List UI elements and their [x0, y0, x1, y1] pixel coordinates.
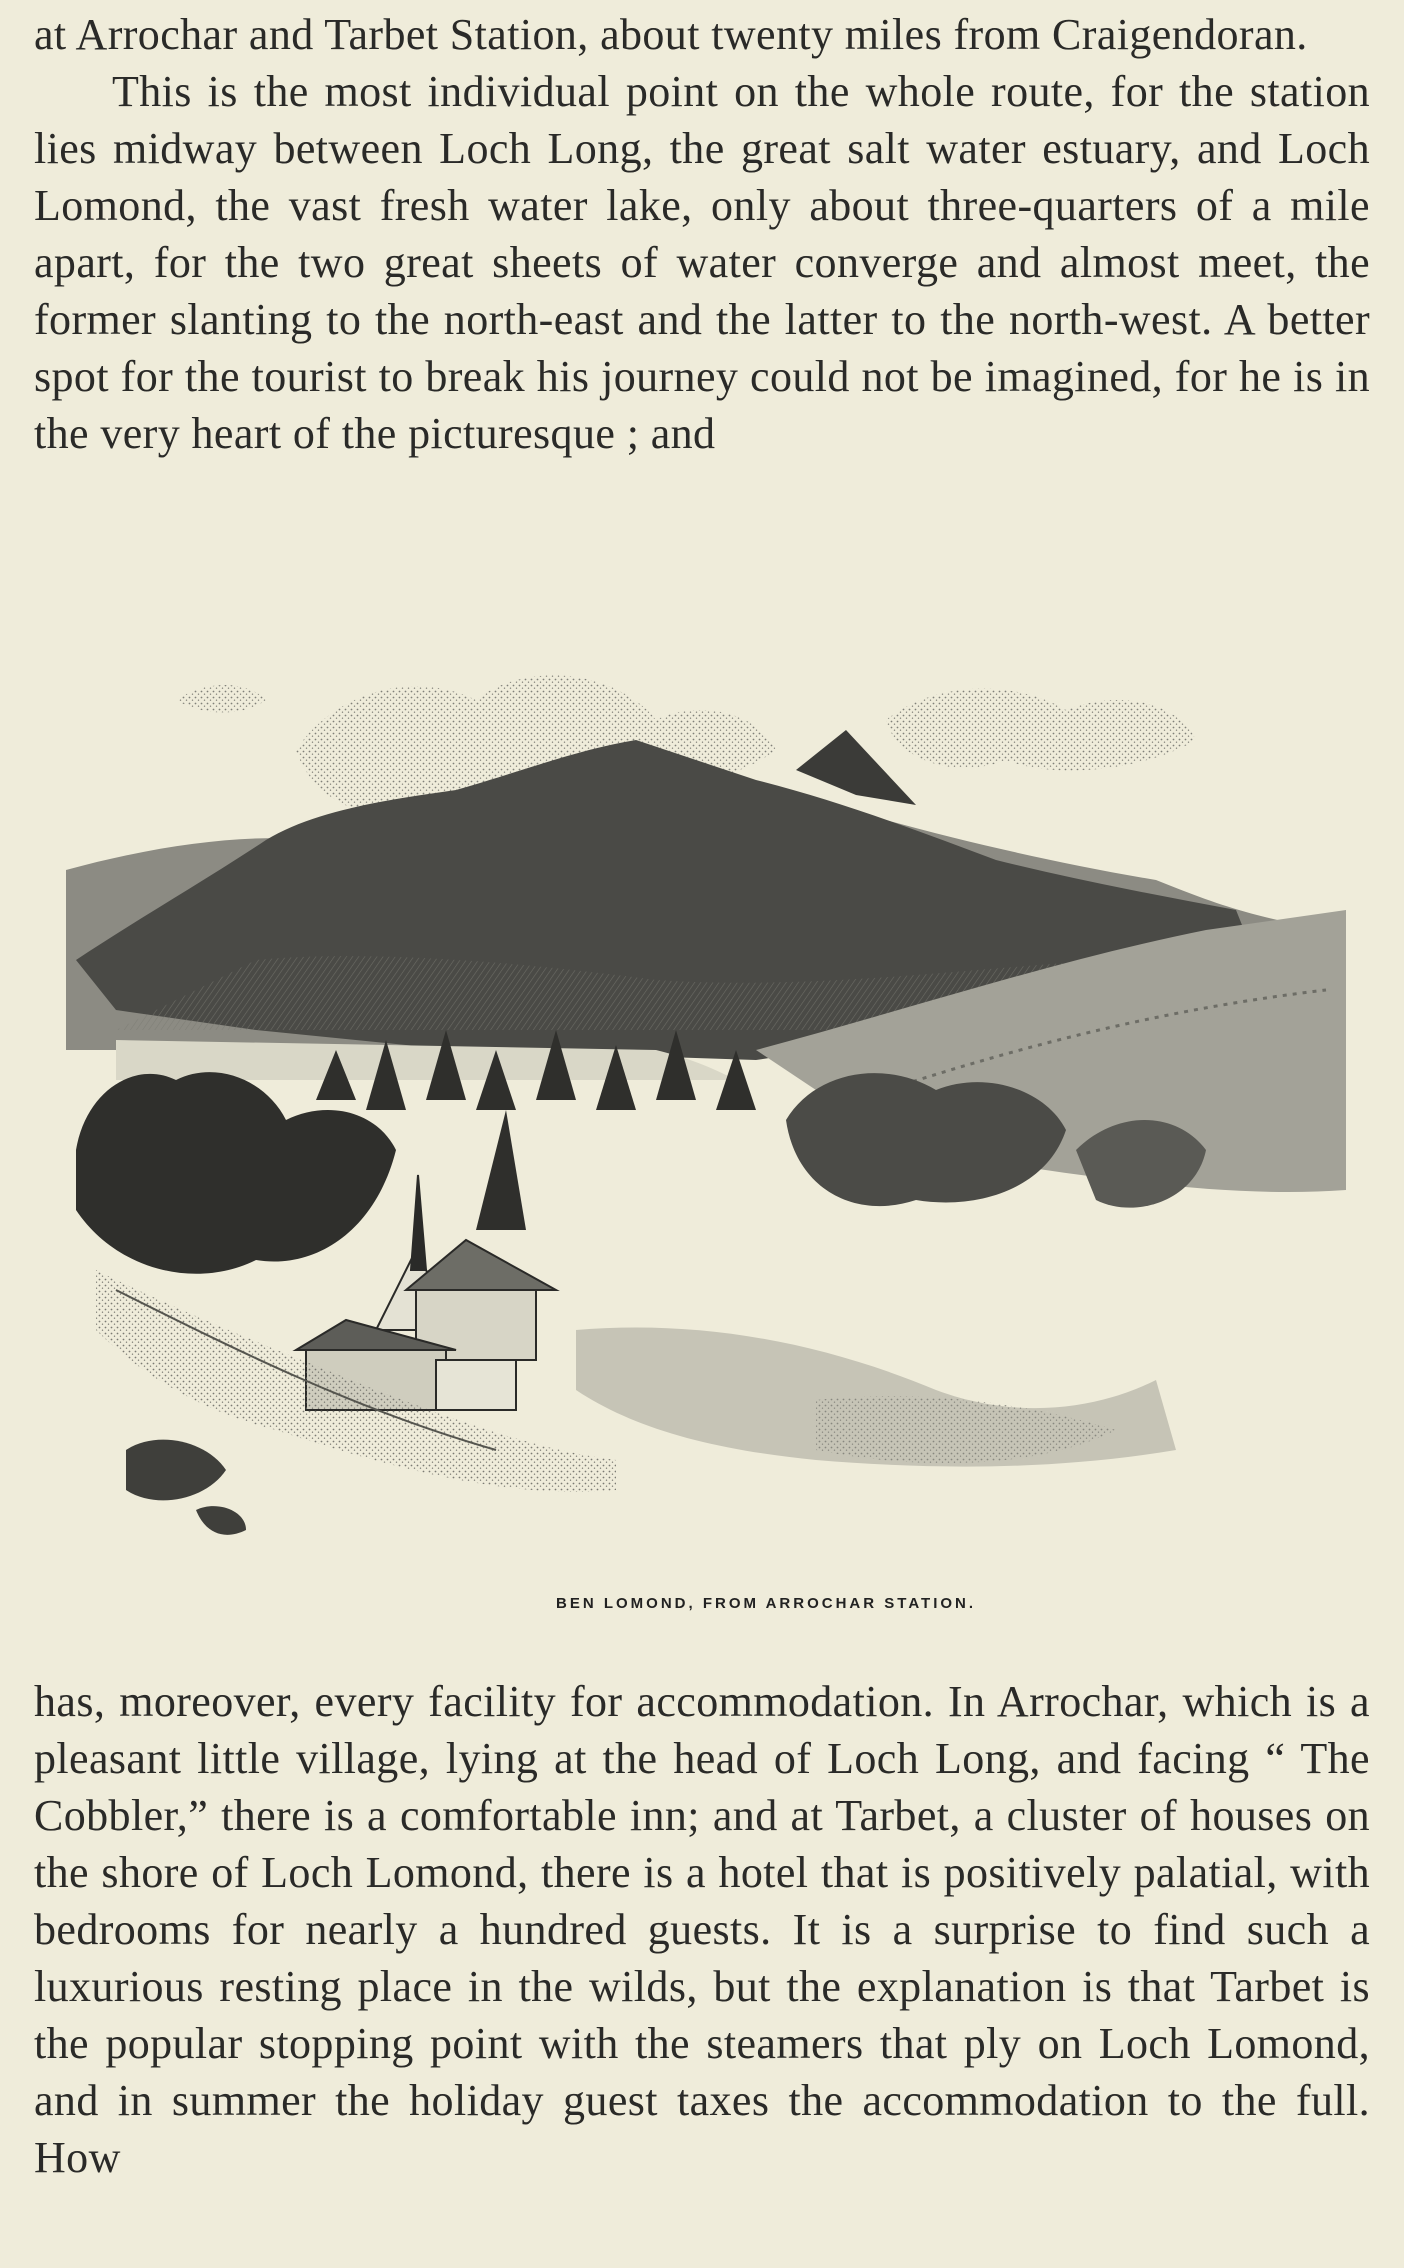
- illustration-caption: BEN LOMOND, FROM ARROCHAR STATION.: [556, 1595, 977, 1612]
- ben-lomond-illustration: [56, 630, 1366, 1620]
- top-text-block: [34, 6, 1370, 462]
- bottom-text-block: [34, 1673, 1370, 2186]
- paragraph-3: has, moreover, every facility for accommodation. In Arrochar, which is a pleasant little village, lying at the head of Loch Long, and facing “ The Cobbler,” there is a comfortable inn; and at Tarbet, a cluster of houses on the shore of Loch Lomond, there is a hotel that is positively palatial, with bedrooms for nearly a hundred guests. It is a surprise to find such a luxurious resting place in the wilds, but the explanation is that Tarbet is the popular stopping point with the steamers that ply on Loch Lomond, and in summer the holiday guest taxes the accommodation to the full. How: [34, 1677, 1370, 2182]
- foreground-shrubs: [126, 1440, 246, 1535]
- paragraph-1: at Arrochar and Tarbet Station, about twenty miles from Craigendoran.: [34, 10, 1308, 59]
- paragraph-2: This is the most individual point on the whole route, for the station lies midway between Loch Long, the great salt water estuary, and Loch Lomond, the vast fresh water lake, only about three-quarters of a mile apart, for the two great sheets of water converge and almost meet, the former slanting to the north-east and the latter to the north-west. A better spot for the tourist to break his journey could not be imagined, for he is in the very heart of the picturesque ; and: [34, 67, 1370, 458]
